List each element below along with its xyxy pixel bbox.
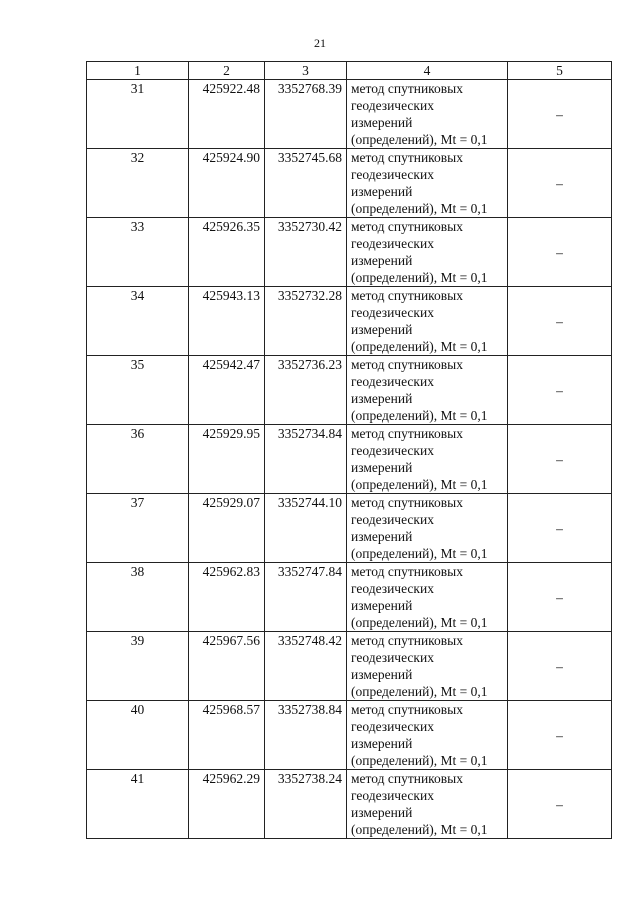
coordinate-x: 425942.47: [189, 356, 265, 425]
table-row: [87, 701, 612, 770]
method-line: метод спутниковых: [351, 702, 463, 717]
col5-value: –: [508, 218, 612, 287]
coordinate-y: 3352748.42: [265, 632, 347, 701]
table-row: [87, 494, 612, 563]
table-row: [87, 80, 612, 149]
method-line: измерений: [351, 460, 413, 475]
method-line: измерений: [351, 736, 413, 751]
method-line: метод спутниковых: [351, 633, 463, 648]
method-description: [347, 149, 508, 218]
col5-value: –: [508, 701, 612, 770]
method-line: метод спутниковых: [351, 81, 463, 96]
point-number: 33: [87, 218, 189, 287]
table-row: [87, 218, 612, 287]
coordinate-x: 425929.07: [189, 494, 265, 563]
method-line: метод спутниковых: [351, 357, 463, 372]
method-description: [347, 632, 508, 701]
table-header-row: [87, 62, 612, 80]
method-line: (определений), Mt = 0,1: [351, 477, 488, 492]
coordinate-y: 3352744.10: [265, 494, 347, 563]
method-line: (определений), Mt = 0,1: [351, 201, 488, 216]
table-row: [87, 632, 612, 701]
method-line: метод спутниковых: [351, 150, 463, 165]
method-description: [347, 770, 508, 839]
method-description: [347, 80, 508, 149]
coordinate-x: 425922.48: [189, 80, 265, 149]
coordinate-y: 3352747.84: [265, 563, 347, 632]
header-col-5: 5: [508, 62, 612, 80]
point-number: 40: [87, 701, 189, 770]
col5-value: –: [508, 149, 612, 218]
header-col-2: 2: [189, 62, 265, 80]
coordinate-y: 3352738.24: [265, 770, 347, 839]
method-description: [347, 701, 508, 770]
method-line: измерений: [351, 598, 413, 613]
method-line: измерений: [351, 253, 413, 268]
table-row: [87, 287, 612, 356]
method-line: метод спутниковых: [351, 426, 463, 441]
col5-value: –: [508, 770, 612, 839]
method-line: (определений), Mt = 0,1: [351, 753, 488, 768]
method-line: метод спутниковых: [351, 564, 463, 579]
method-description: [347, 494, 508, 563]
col5-value: –: [508, 425, 612, 494]
method-description: [347, 425, 508, 494]
col5-value: –: [508, 287, 612, 356]
point-number: 34: [87, 287, 189, 356]
method-line: измерений: [351, 805, 413, 820]
method-line: геодезических: [351, 236, 434, 251]
method-line: измерений: [351, 322, 413, 337]
header-col-4: 4: [347, 62, 508, 80]
table-row: [87, 425, 612, 494]
method-line: измерений: [351, 667, 413, 682]
method-line: геодезических: [351, 788, 434, 803]
method-line: (определений), Mt = 0,1: [351, 615, 488, 630]
coordinate-y: 3352745.68: [265, 149, 347, 218]
table-row: [87, 356, 612, 425]
coordinate-y: 3352768.39: [265, 80, 347, 149]
method-line: метод спутниковых: [351, 288, 463, 303]
method-line: метод спутниковых: [351, 495, 463, 510]
method-line: измерений: [351, 391, 413, 406]
coordinate-x: 425926.35: [189, 218, 265, 287]
coordinate-x: 425943.13: [189, 287, 265, 356]
method-description: [347, 287, 508, 356]
method-line: измерений: [351, 529, 413, 544]
method-description: [347, 218, 508, 287]
method-line: геодезических: [351, 443, 434, 458]
method-line: (определений), Mt = 0,1: [351, 270, 488, 285]
coordinate-x: 425962.83: [189, 563, 265, 632]
coordinate-x: 425924.90: [189, 149, 265, 218]
method-line: (определений), Mt = 0,1: [351, 822, 488, 837]
table-row: [87, 770, 612, 839]
method-line: геодезических: [351, 167, 434, 182]
col5-value: –: [508, 563, 612, 632]
table-row: [87, 563, 612, 632]
coordinate-y: 3352738.84: [265, 701, 347, 770]
col5-value: –: [508, 80, 612, 149]
method-line: геодезических: [351, 719, 434, 734]
point-number: 38: [87, 563, 189, 632]
point-number: 39: [87, 632, 189, 701]
point-number: 37: [87, 494, 189, 563]
method-line: (определений), Mt = 0,1: [351, 546, 488, 561]
col5-value: –: [508, 494, 612, 563]
method-line: геодезических: [351, 581, 434, 596]
page-number: 21: [314, 36, 326, 50]
coordinate-x: 425929.95: [189, 425, 265, 494]
method-line: измерений: [351, 184, 413, 199]
header-col-1: 1: [87, 62, 189, 80]
coordinate-x: 425962.29: [189, 770, 265, 839]
coordinate-y: 3352732.28: [265, 287, 347, 356]
method-line: геодезических: [351, 98, 434, 113]
method-line: (определений), Mt = 0,1: [351, 132, 488, 147]
method-line: геодезических: [351, 650, 434, 665]
method-description: [347, 563, 508, 632]
coordinate-y: 3352734.84: [265, 425, 347, 494]
coordinate-x: 425967.56: [189, 632, 265, 701]
point-number: 36: [87, 425, 189, 494]
method-line: геодезических: [351, 374, 434, 389]
method-line: (определений), Mt = 0,1: [351, 408, 488, 423]
method-line: геодезических: [351, 512, 434, 527]
coordinates-table: [86, 61, 612, 839]
col5-value: –: [508, 356, 612, 425]
method-line: геодезических: [351, 305, 434, 320]
point-number: 32: [87, 149, 189, 218]
method-line: метод спутниковых: [351, 219, 463, 234]
point-number: 35: [87, 356, 189, 425]
point-number: 41: [87, 770, 189, 839]
method-line: измерений: [351, 115, 413, 130]
col5-value: –: [508, 632, 612, 701]
coordinate-x: 425968.57: [189, 701, 265, 770]
method-description: [347, 356, 508, 425]
header-col-3: 3: [265, 62, 347, 80]
method-line: метод спутниковых: [351, 771, 463, 786]
table-row: [87, 149, 612, 218]
coordinate-y: 3352736.23: [265, 356, 347, 425]
point-number: 31: [87, 80, 189, 149]
coordinate-y: 3352730.42: [265, 218, 347, 287]
method-line: (определений), Mt = 0,1: [351, 684, 488, 699]
method-line: (определений), Mt = 0,1: [351, 339, 488, 354]
